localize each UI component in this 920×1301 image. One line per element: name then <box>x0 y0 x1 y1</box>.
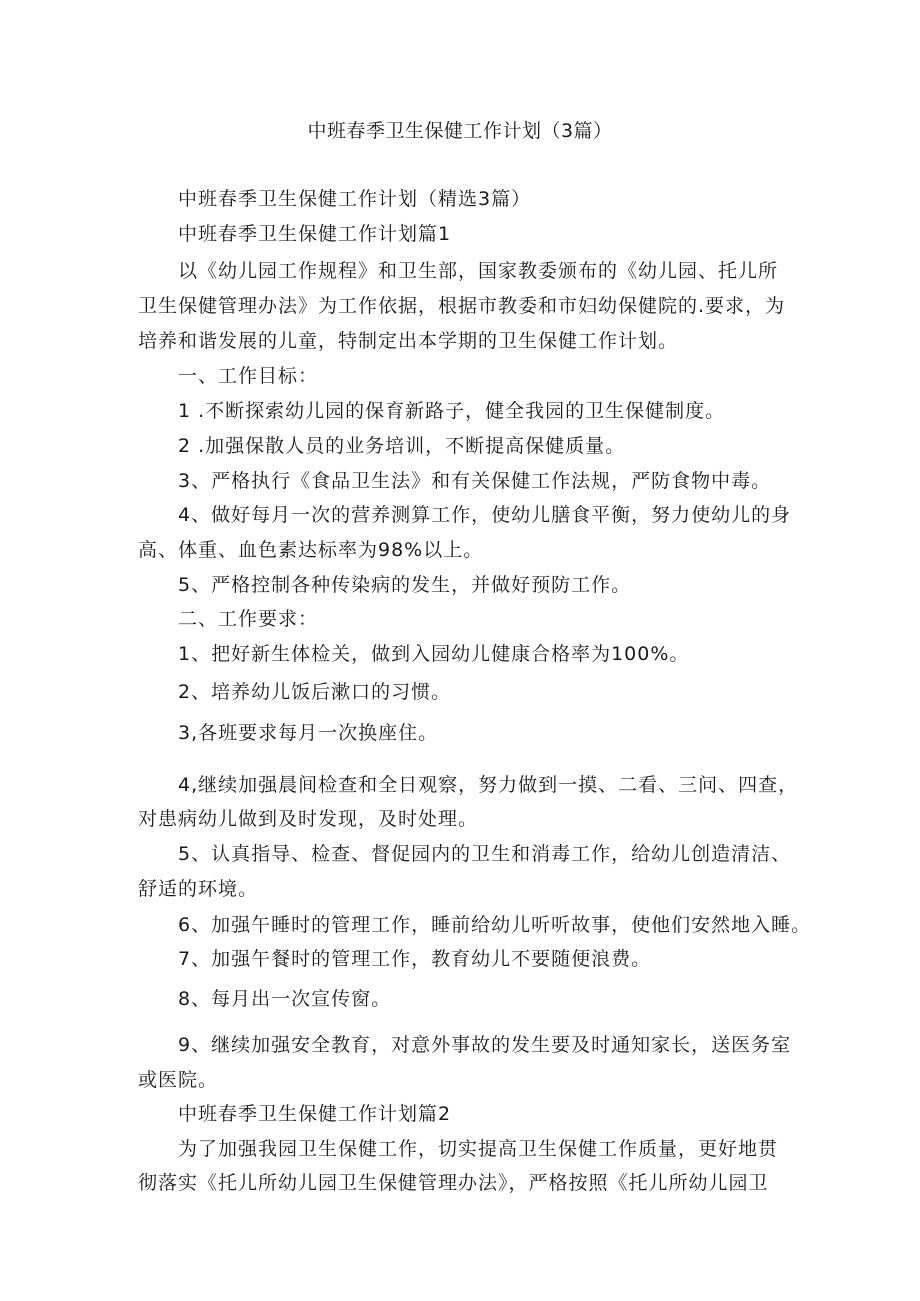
list-item: 3、严格执行《食品卫生法》和有关保健工作法规，严防食物中毒。 <box>178 470 772 492</box>
paragraph-line: 以《幼儿园工作规程》和卫生部，国家教委颁布的《幼儿园、托儿所 <box>178 260 779 282</box>
list-heading: 一、工作目标： <box>178 365 319 387</box>
paragraph-line: 卫生保健管理办法》为工作依据，根据市教委和市妇幼保健院的.要求，为 <box>138 295 786 317</box>
paragraph-line: 彻落实《托儿所幼儿园卫生保健管理办法》，严格按照《托儿所幼儿园卫 <box>138 1172 769 1194</box>
list-item: 9、继续加强安全教育，对意外事故的发生要及时通知家长，送医务室 <box>178 1034 792 1056</box>
list-item-continuation: 或医院。 <box>138 1069 219 1091</box>
document-title: 中班春季卫生保健工作计划（3篇） <box>307 120 613 142</box>
list-item: 3,各班要求每月一次换座住。 <box>178 722 439 744</box>
list-item: 8、每月出一次宣传窗。 <box>178 988 392 1010</box>
paragraph-line: 培养和谐发展的儿童，特制定出本学期的卫生保健工作计划。 <box>138 330 679 352</box>
list-item: 5、认真指导、检查、督促园内的卫生和消毒工作，给幼儿创造清洁、 <box>178 843 792 865</box>
list-item: 5、严格控制各种传染病的发生，并做好预防工作。 <box>178 574 632 596</box>
list-item: 7、加强午餐时的管理工作，教育幼儿不要随便浪费。 <box>178 948 652 970</box>
subtitle-line: 中班春季卫生保健工作计划（精选3篇） <box>178 188 532 210</box>
paragraph-line: 为了加强我园卫生保健工作，切实提高卫生保健工作质量，更好地贯 <box>178 1138 779 1160</box>
list-item-continuation: 高、体重、血色素达标率为98%以上。 <box>138 539 484 561</box>
list-item: 4,继续加强晨间检查和全日观察，努力做到一摸、二看、三问、四查， <box>178 774 799 796</box>
list-item-continuation: 舒适的环境。 <box>138 878 259 900</box>
list-item: 4、做好每月一次的营养测算工作，使幼儿膳食平衡，努力使幼儿的身 <box>178 504 792 526</box>
list-item: 2 .加强保散人员的业务培训，不断提高保健质量。 <box>178 435 626 457</box>
list-item: 1、把好新生体检关，做到入园幼儿健康合格率为100%。 <box>178 643 690 665</box>
section-heading-2: 中班春季卫生保健工作计划篇2 <box>178 1103 452 1125</box>
list-item: 1 .不断探索幼儿园的保育新路子，健全我园的卫生保健制度。 <box>178 400 726 422</box>
section-heading-1: 中班春季卫生保健工作计划篇1 <box>178 223 452 245</box>
list-item-continuation: 对患病幼儿做到及时发现，及时处理。 <box>138 808 479 830</box>
list-item: 6、加强午睡时的管理工作，睡前给幼儿听听故事，使他们安然地入睡。 <box>178 914 812 936</box>
list-item: 2、培养幼儿饭后漱口的习惯。 <box>178 681 452 703</box>
list-heading: 二、工作要求： <box>178 608 319 630</box>
